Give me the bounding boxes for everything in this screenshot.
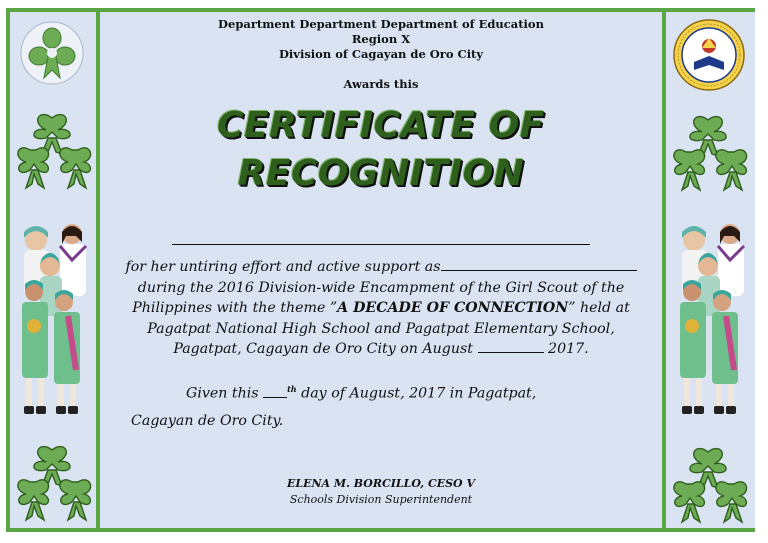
given-line: [186, 384, 536, 402]
citation-line4: Pagatpat National High School and Pagatpat Elementary School,: [147, 320, 615, 337]
citation-line3: [100, 298, 662, 319]
ribbon-bow-icon: [12, 440, 96, 532]
certificate-body: [100, 12, 662, 528]
date-prefix: Pagatpat, Cagayan de Oro City on August: [173, 341, 474, 357]
ribbon-bow-icon: [668, 442, 752, 534]
header-division: Division of Cagayan de Oro City: [278, 47, 484, 61]
header-department: Department Department Department of Education: [218, 17, 544, 31]
given-day-blank: [263, 385, 287, 398]
recipient-name-line: [172, 244, 590, 245]
deped-seal-logo: [672, 18, 746, 92]
date-year: 2017.: [548, 341, 589, 357]
ribbon-bow-icon: [668, 110, 752, 202]
signatory-title: Schools Division Superintendent: [289, 493, 473, 506]
ribbon-bow-icon: [12, 108, 96, 200]
certificate-title-line2: RECOGNITION: [237, 153, 525, 194]
given-suffix: day of August, 2017 in Pagatpat,: [301, 385, 537, 402]
awards-text: Awards this: [343, 77, 419, 91]
ordinal-suffix: th: [287, 384, 297, 394]
theme-text: A DECADE OF CONNECTION: [337, 300, 569, 316]
citation-line1: [100, 257, 662, 278]
header-region: Region X: [351, 32, 411, 46]
given-place: Cagayan de Oro City.: [131, 413, 284, 429]
left-decor-panel: [10, 12, 100, 528]
girl-scouts-photo: [10, 220, 96, 430]
certificate-title-line1: CERTIFICATE OF: [217, 105, 545, 146]
girl-scout-trefoil-logo: [20, 20, 84, 86]
role-blank-line: [441, 258, 637, 271]
theme-prefix: Philippines with the theme ”: [132, 300, 338, 316]
theme-suffix: ” held at: [568, 300, 630, 316]
day-blank-line: [478, 340, 544, 353]
citation-role-text: for her untiring effort and active support as: [125, 259, 441, 275]
citation-line5: [100, 339, 662, 360]
given-prefix: Given this: [186, 385, 259, 402]
citation-line2: during the 2016 Division-wide Encampment of the Girl Scout of the: [137, 279, 625, 296]
citation-paragraph: [100, 257, 662, 360]
girl-scouts-photo: [668, 220, 754, 430]
right-decor-panel: [662, 12, 755, 528]
signatory-name: ELENA M. BORCILLO, CESO V: [287, 477, 475, 490]
